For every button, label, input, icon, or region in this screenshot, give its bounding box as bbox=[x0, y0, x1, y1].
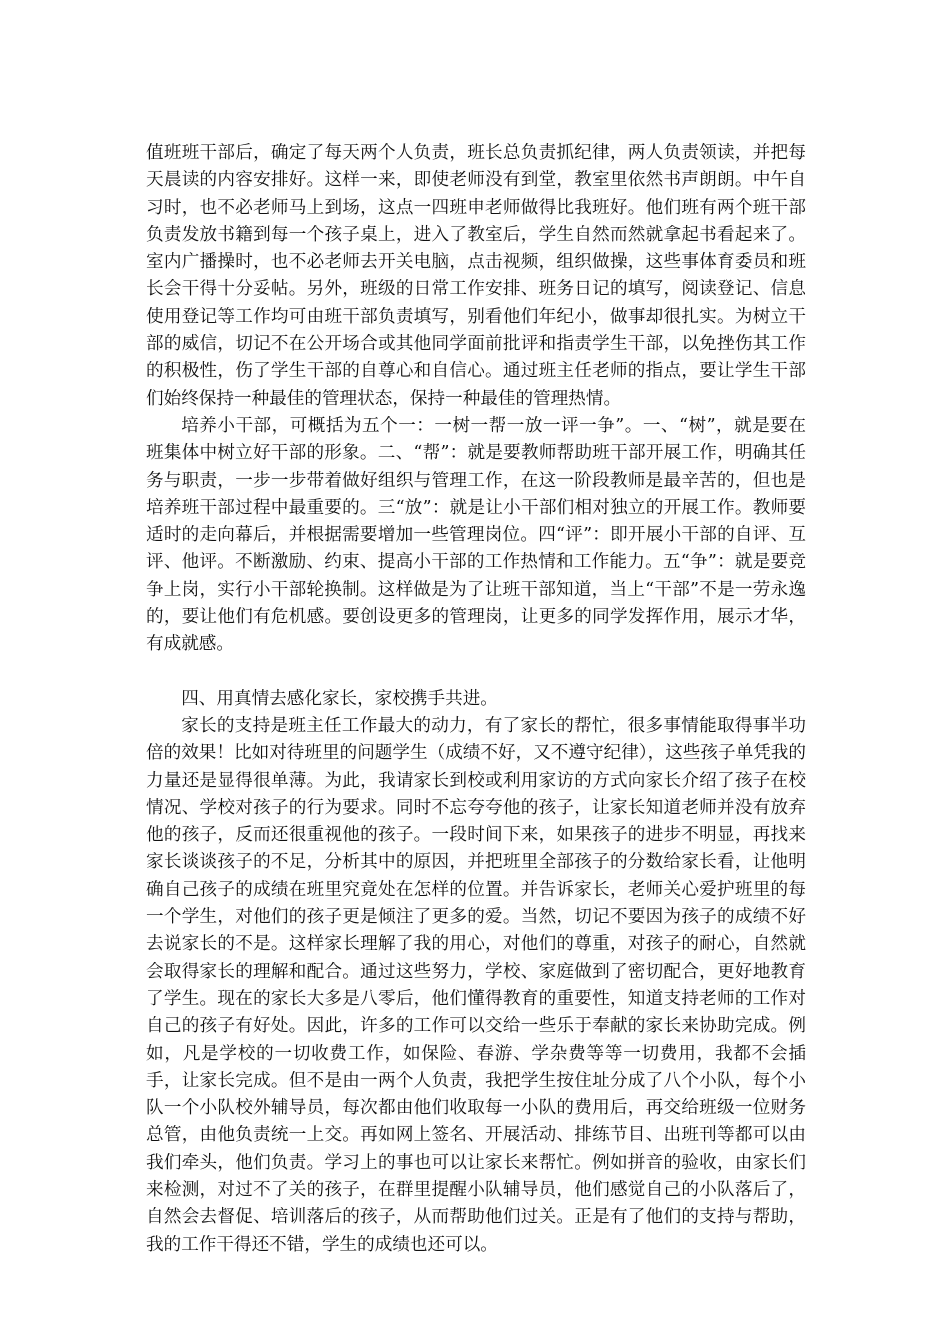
section-heading-parents: 四、用真情去感化家长，家校携手共进。 bbox=[181, 688, 498, 709]
paragraph-class-cadres-continued: 值班班干部后，确定了每天两个人负责，班长总负责抓纪律，两人负责领读，并把每天晨读的内容安排好。这样一来，即使老师没有到堂，教室里依然书声朗朗。中午自习时，也不必老师马上到场，这点一四班申老师做得比我班好。他们班有两个班干部负责发放书籍到每一个孩子桌上，进入了教室后，学生自然而然就拿起书看起来了。室内广播操时，也不必老师去开关电脑，点击视频，组织做操，这些事体育委员和班长会干得十分妥帖。另外，班级的日常工作安排、班务日记的填写，阅读登记、信息使用登记等工作均可由班干部负责填写，别看他们年纪小，做事却很扎实。为树立干部的威信，切记不在公开场合或其他同学面前批评和指责学生干部，以免挫伤其工作的积极性，伤了学生干部的自尊心和自信心。通过班主任老师的指点，要让学生干部们始终保持一种最佳的管理状态，保持一种最佳的管理热情。 bbox=[146, 143, 806, 409]
paragraph-spacer bbox=[146, 659, 806, 686]
paragraph-five-ones: 培养小干部，可概括为五个一：一树一帮一放一评一争”。一、“树”，就是要在班集体中树立好干部的形象。二、“帮”：就是要教师帮助班干部开展工作，明确其任务与职责，一步一步带着做好组织与管理工作，在这一阶段教师是最辛苦的，但也是培养班干部过程中最重要的。三“放”：就是让小干部们相对独立的开展工作。教师要适时的走向幕后，并根据需要增加一些管理岗位。四“评”：即开展小干部的自评、互评、他评。不断激励、约束、提高小干部的工作热情和工作能力。五“争”：就是要竞争上岗，实行小干部轮换制。这样做是为了让班干部知道，当上“干部”不是一劳永逸的，要让他们有危机感。要创设更多的管理岗，让更多的同学发挥作用，展示才华，有成就感。 bbox=[146, 415, 806, 655]
paragraph-parent-support: 家长的支持是班主任工作最大的动力，有了家长的帮忙，很多事情能取得事半功倍的效果！比如对待班里的问题学生（成绩不好，又不遵守纪律），这些孩子单凭我的力量还是显得很单薄。为此，我请家长到校或利用家访的方式向家长介绍了孩子在校情况、学校对孩子的行为要求。同时不忘夸夸他的孩子，让家长知道老师并没有放弃他的孩子，反而还很重视他的孩子。一段时间下来，如果孩子的进步不明显，再找来家长谈谈孩子的不足，分析其中的原因，并把班里全部孩子的分数给家长看，让他明确自己孩子的成绩在班里究竟处在怎样的位置。并告诉家长，老师关心爱护班里的每一个学生，对他们的孩子更是倾注了更多的爱。当然，切记不要因为孩子的成绩不好去说家长的不是。这样家长理解了我的用心，对他们的尊重，对孩子的耐心，自然就会取得家长的理解和配合。通过这些努力，学校、家庭做到了密切配合，更好地教育了学生。现在的家长大多是八零后，他们懂得教育的重要性，知道支持老师的工作对自己的孩子有好处。因此，许多的工作可以交给一些乐于奉献的家长来协助完成。例如，凡是学校的一切收费工作，如保险、春游、学杂费等等一切费用，我都不会插手，让家长完成。但不是由一两个人负责，我把学生按住址分成了八个小队，每个小队一个小队校外辅导员，每次都由他们收取每一小队的费用后，再交给班级一位财务总管，由他负责统一上交。再如网上签名、开展活动、排练节目、出班刊等都可以由我们牵头，他们负责。学习上的事也可以让家长来帮忙。例如拼音的验收，由家长们来检测，对过不了关的孩子，在群里提醒小队辅导员，他们感觉自己的小队落后了，自然会去督促、培训落后的孩子，从而帮助他们过关。正是有了他们的支持与帮助，我的工作干得还不错，学生的成绩也还可以。 bbox=[146, 715, 806, 1255]
document-body bbox=[146, 140, 806, 1259]
